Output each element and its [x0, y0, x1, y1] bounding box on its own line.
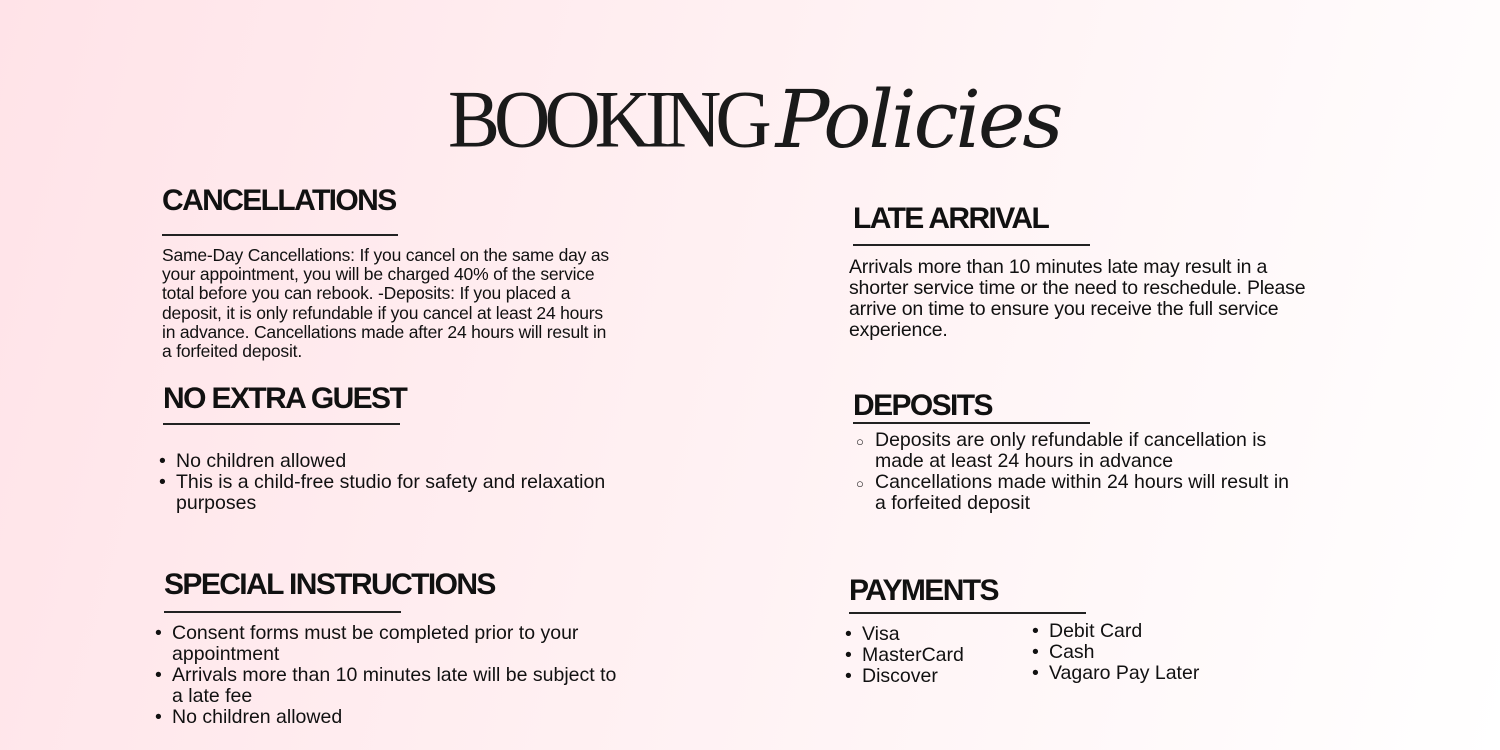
- bullet-icon: •: [1032, 620, 1039, 642]
- no-extra-guest-divider: [163, 423, 400, 425]
- payments-heading: PAYMENTS: [849, 574, 998, 607]
- page-title: [448, 60, 1061, 166]
- list-item: • No children allowed: [159, 450, 347, 472]
- no-extra-guest-list: [159, 450, 616, 514]
- list-item: • Visa: [845, 623, 900, 645]
- bullet-icon: •: [155, 664, 162, 686]
- list-item: ○ Deposits are only refundable if cancellation is made at least 24 hours in advance: [856, 429, 1267, 472]
- special-instructions-divider: [164, 611, 401, 613]
- list-item: • Consent forms must be completed prior to your appointment: [155, 622, 579, 665]
- list-item: • Arrivals more than 10 minutes late will be subject to a late fee: [155, 664, 617, 707]
- list-item: • This is a child-free studio for safety and relaxation purposes: [159, 471, 606, 514]
- bullet-icon: •: [155, 622, 162, 644]
- list-item: • No children allowed: [155, 706, 343, 728]
- deposits-divider: [853, 422, 1090, 424]
- payments-list-col1: [845, 623, 1012, 687]
- payments-list-col2: [1032, 620, 1249, 684]
- list-item: • Vagaro Pay Later: [1032, 662, 1200, 684]
- circle-bullet-icon: ○: [856, 476, 864, 491]
- list-item: • Discover: [845, 665, 938, 687]
- cancellations-text: Same-Day Cancellations: If you cancel on the same day as your appointment, you will be charged 40% of the service total before you can rebook. -Deposits: If you placed a deposit, it is only refundable if you cancel at least 24 hours in advance. Cancellations made after 24 hours will result in a forfeited deposit.: [162, 245, 609, 362]
- list-item: • Cash: [1032, 641, 1095, 663]
- cancellations-divider: [162, 234, 398, 236]
- special-instructions-heading: SPECIAL INSTRUCTIONS: [164, 568, 495, 601]
- late-arrival-heading: LATE ARRIVAL: [853, 202, 1049, 235]
- bullet-icon: •: [1032, 662, 1039, 684]
- bullet-icon: •: [845, 665, 852, 687]
- bullet-icon: •: [159, 450, 166, 472]
- title-policies: Policies: [775, 73, 1061, 166]
- special-instructions-list: [155, 622, 627, 728]
- deposits-list: [856, 429, 1300, 514]
- bullet-icon: •: [845, 623, 852, 645]
- list-item: • MasterCard: [845, 644, 964, 666]
- bullet-icon: •: [159, 471, 166, 493]
- list-item: ○ Cancellations made within 24 hours will result in a forfeited deposit: [856, 471, 1290, 514]
- title-booking: BOOKING: [448, 72, 766, 165]
- no-extra-guest-heading: NO EXTRA GUEST: [163, 382, 407, 415]
- late-arrival-text: Arrivals more than 10 minutes late may result in a shorter service time or the need to reschedule. Please arrive on time to ensure you receive the full service experience.: [849, 256, 1306, 341]
- late-arrival-divider: [853, 244, 1090, 246]
- cancellations-heading: CANCELLATIONS: [162, 184, 396, 217]
- bullet-icon: •: [845, 644, 852, 666]
- bullet-icon: •: [155, 706, 162, 728]
- list-item: • Debit Card: [1032, 620, 1143, 642]
- bullet-icon: •: [1032, 641, 1039, 663]
- deposits-heading: DEPOSITS: [853, 389, 992, 422]
- payments-divider: [849, 612, 1086, 614]
- circle-bullet-icon: ○: [856, 434, 864, 449]
